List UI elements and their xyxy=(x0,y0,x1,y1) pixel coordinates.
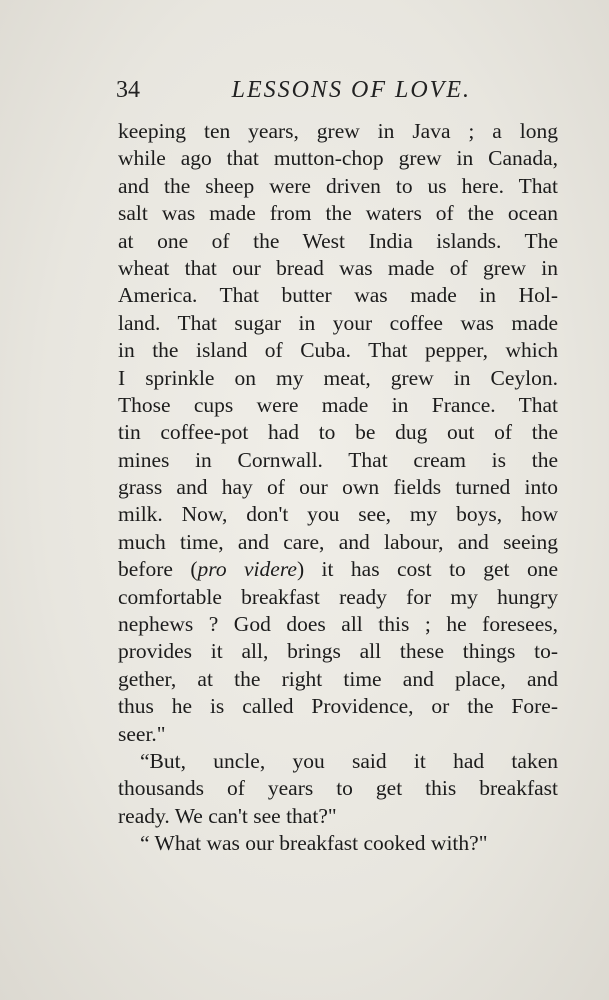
text-line: gether, at the right time and place, and xyxy=(118,666,558,691)
text-line: land. That sugar in your coffee was made xyxy=(118,310,558,335)
text-line: in the island of Cuba. That pepper, which xyxy=(118,338,558,363)
running-head: LESSONS OF LOVE. xyxy=(231,77,471,103)
text-line: at one of the West India islands. The xyxy=(118,228,558,253)
text-line: “But, uncle, you said it had taken xyxy=(140,748,558,773)
text-line: milk. Now, don't you see, my boys, how xyxy=(118,502,558,527)
italic-phrase: pro videre xyxy=(197,557,297,582)
text-segment: ) it has cost to get one xyxy=(296,557,558,582)
text-line: nephews ? God does all this ; he foresees, xyxy=(118,612,558,637)
page-header xyxy=(116,74,471,106)
text-segment: before ( xyxy=(118,557,198,582)
text-line: provides it all, brings all these things to- xyxy=(118,639,558,664)
page-number: 34 xyxy=(116,77,140,103)
text-line: mines in Cornwall. That cream is the xyxy=(118,447,558,472)
text-line: much time, and care, and labour, and seeing xyxy=(118,529,558,554)
text-line: thousands of years to get this breakfast xyxy=(118,776,558,801)
text-line: salt was made from the waters of the ocean xyxy=(118,201,558,226)
text-line: grass and hay of our own fields turned into xyxy=(118,475,558,500)
text-line: ready. We can't see that?" xyxy=(118,803,337,828)
page-body-text xyxy=(118,118,558,858)
text-line: tin coffee-pot had to be dug out of the xyxy=(118,420,558,445)
text-line: keeping ten years, grew in Java ; a long xyxy=(118,119,558,143)
text-line: while ago that mutton-chop grew in Canada, xyxy=(118,146,558,171)
text-line: wheat that our bread was made of grew in xyxy=(118,255,558,280)
text-line: America. That butter was made in Hol- xyxy=(118,283,558,308)
text-line: and the sheep were driven to us here. That xyxy=(118,173,558,198)
text-line: comfortable breakfast ready for my hungry xyxy=(118,584,558,609)
text-line-with-italic xyxy=(118,556,558,583)
text-line: “ What was our breakfast cooked with?" xyxy=(140,831,488,856)
text-line: I sprinkle on my meat, grew in Ceylon. xyxy=(118,365,558,390)
text-line: seer." xyxy=(118,721,166,746)
text-line: thus he is called Providence, or the Fore- xyxy=(118,694,558,719)
text-line: Those cups were made in France. That xyxy=(118,392,558,417)
